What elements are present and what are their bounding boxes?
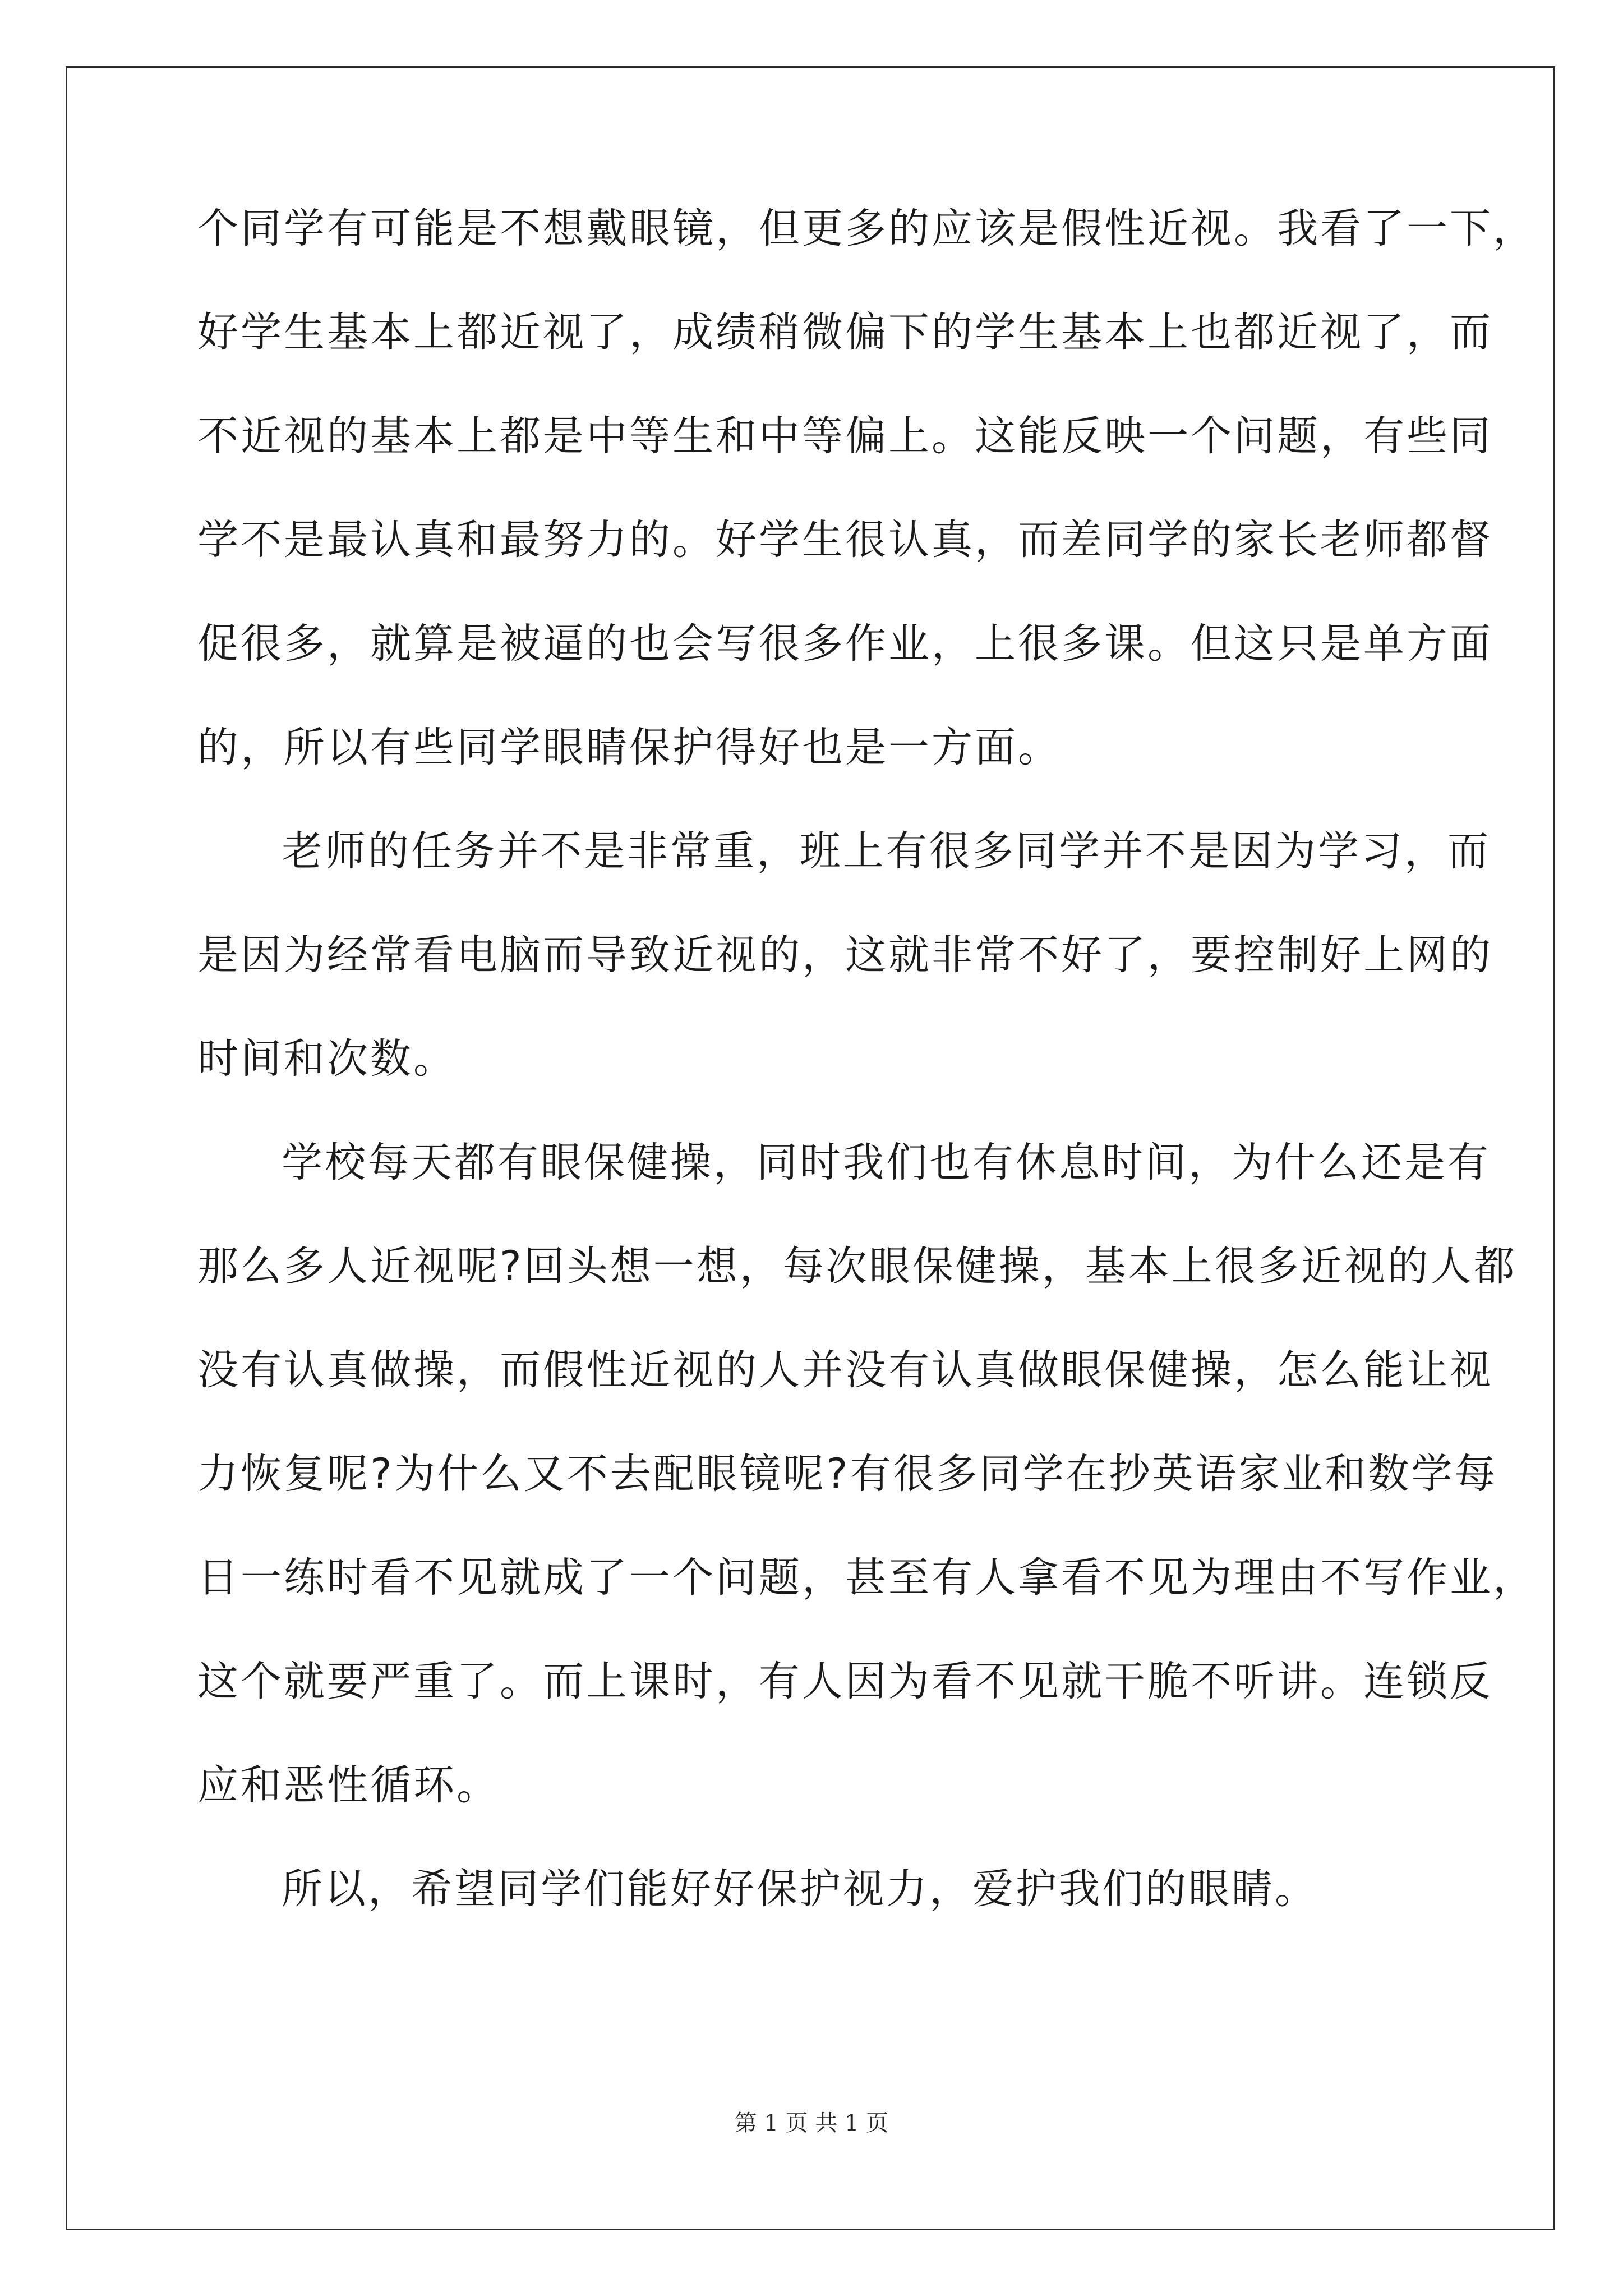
text-line: 力恢复呢?为什么又不去配眼镜呢?有很多同学在抄英语家业和数学每 xyxy=(197,1450,1498,1498)
text-line: 这个就要严重了。而上课时，有人因为看不见就干脆不听讲。连锁反 xyxy=(197,1658,1493,1705)
text-line: 的，所以有些同学眼睛保护得好也是一方面。 xyxy=(197,724,1061,771)
paragraph-first-line: 老师的任务并不是非常重，班上有很多同学并不是因为学习，而 xyxy=(282,827,1491,875)
text-line: 那么多人近视呢?回头想一想，每次眼保健操，基本上很多近视的人都 xyxy=(197,1243,1517,1290)
text-line: 个同学有可能是不想戴眼镜，但更多的应该是假性近视。我看了一下， xyxy=(197,205,1536,252)
text-line: 没有认真做操，而假性近视的人并没有认真做眼保健操，怎么能让视 xyxy=(197,1346,1493,1394)
text-line: 不近视的基本上都是中等生和中等偏上。这能反映一个问题，有些同 xyxy=(197,412,1493,460)
text-line: 应和恶性循环。 xyxy=(197,1761,500,1809)
text-line: 促很多，就算是被逼的也会写很多作业，上很多课。但这只是单方面 xyxy=(197,620,1493,668)
page-number-footer: 第 1 页 共 1 页 xyxy=(734,2110,889,2136)
paragraph-first-line: 学校每天都有眼保健操，同时我们也有休息时间，为什么还是有 xyxy=(282,1139,1491,1186)
text-line: 学不是最认真和最努力的。好学生很认真，而差同学的家长老师都督 xyxy=(197,516,1493,564)
text-line: 时间和次数。 xyxy=(197,1035,457,1083)
text-line: 是因为经常看电脑而导致近视的，这就非常不好了，要控制好上网的 xyxy=(197,931,1493,979)
paragraph-first-line: 所以，希望同学们能好好保护视力，爱护我们的眼睛。 xyxy=(282,1865,1318,1913)
text-line: 好学生基本上都近视了，成绩稍微偏下的学生基本上也都近视了，而 xyxy=(197,309,1493,356)
text-line: 日一练时看不见就成了一个问题，甚至有人拿看不见为理由不写作业， xyxy=(197,1554,1536,1602)
